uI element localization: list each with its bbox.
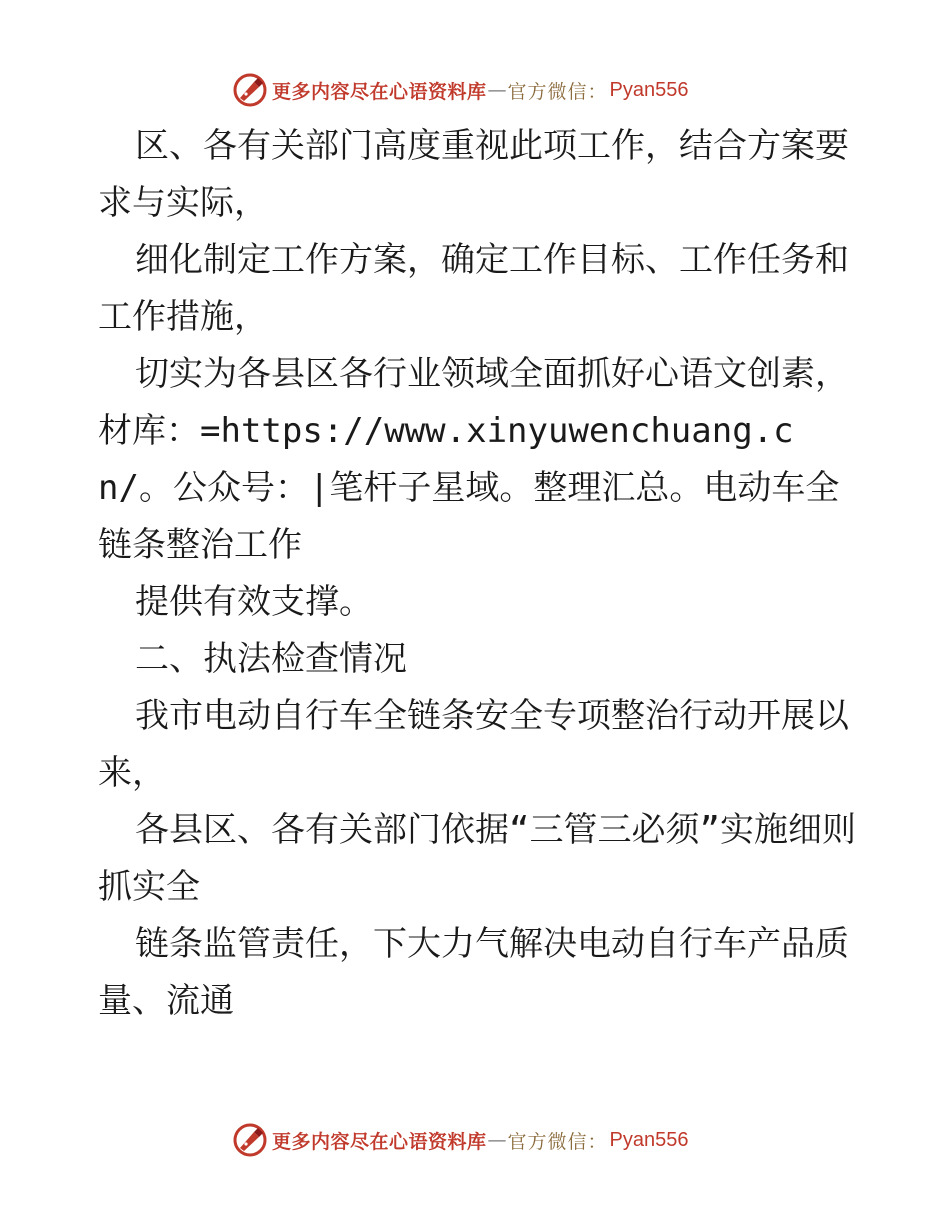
paragraph-6: 各县区、各有关部门依据“三管三必须”实施细则抓实全 bbox=[98, 810, 856, 907]
footer-banner bbox=[232, 1122, 732, 1158]
banner-wechat-label: 官方微信： bbox=[507, 1130, 608, 1153]
banner-wechat-label: 官方微信： bbox=[507, 80, 608, 103]
banner-site-text: 更多内容尽在心语资料库 bbox=[272, 80, 487, 103]
document-body bbox=[98, 118, 858, 1030]
paragraph-1: 区、各有关部门高度重视此项工作，结合方案要求与实际， bbox=[98, 126, 849, 223]
paragraph-4: 提供有效支撑。 bbox=[135, 582, 373, 622]
paragraph-3: 切实为各县区各行业领域全面抓好心语文创素，材库：=https://www.xinyuwenchuang.cn/。公众号：|笔杆子星域。整理汇总。电动车全链条整治工作 bbox=[98, 354, 849, 565]
banner-site-text: 更多内容尽在心语资料库 bbox=[272, 1130, 487, 1153]
banner-dash: — bbox=[487, 79, 507, 101]
header-banner bbox=[232, 72, 732, 108]
section-heading: 二、执法检查情况 bbox=[135, 639, 407, 679]
banner-wechat-id: Pyan556 bbox=[609, 1128, 689, 1151]
pen-nib-logo-icon bbox=[232, 1122, 268, 1158]
banner-dash: — bbox=[487, 1129, 507, 1151]
banner-wechat-id: Pyan556 bbox=[609, 78, 689, 101]
paragraph-2: 细化制定工作方案，确定工作目标、工作任务和工作措施， bbox=[98, 240, 849, 337]
paragraph-7: 链条监管责任，下大力气解决电动自行车产品质量、流通 bbox=[98, 924, 849, 1021]
paragraph-5: 我市电动自行车全链条安全专项整治行动开展以来， bbox=[98, 696, 849, 793]
pen-nib-logo-icon bbox=[232, 72, 268, 108]
